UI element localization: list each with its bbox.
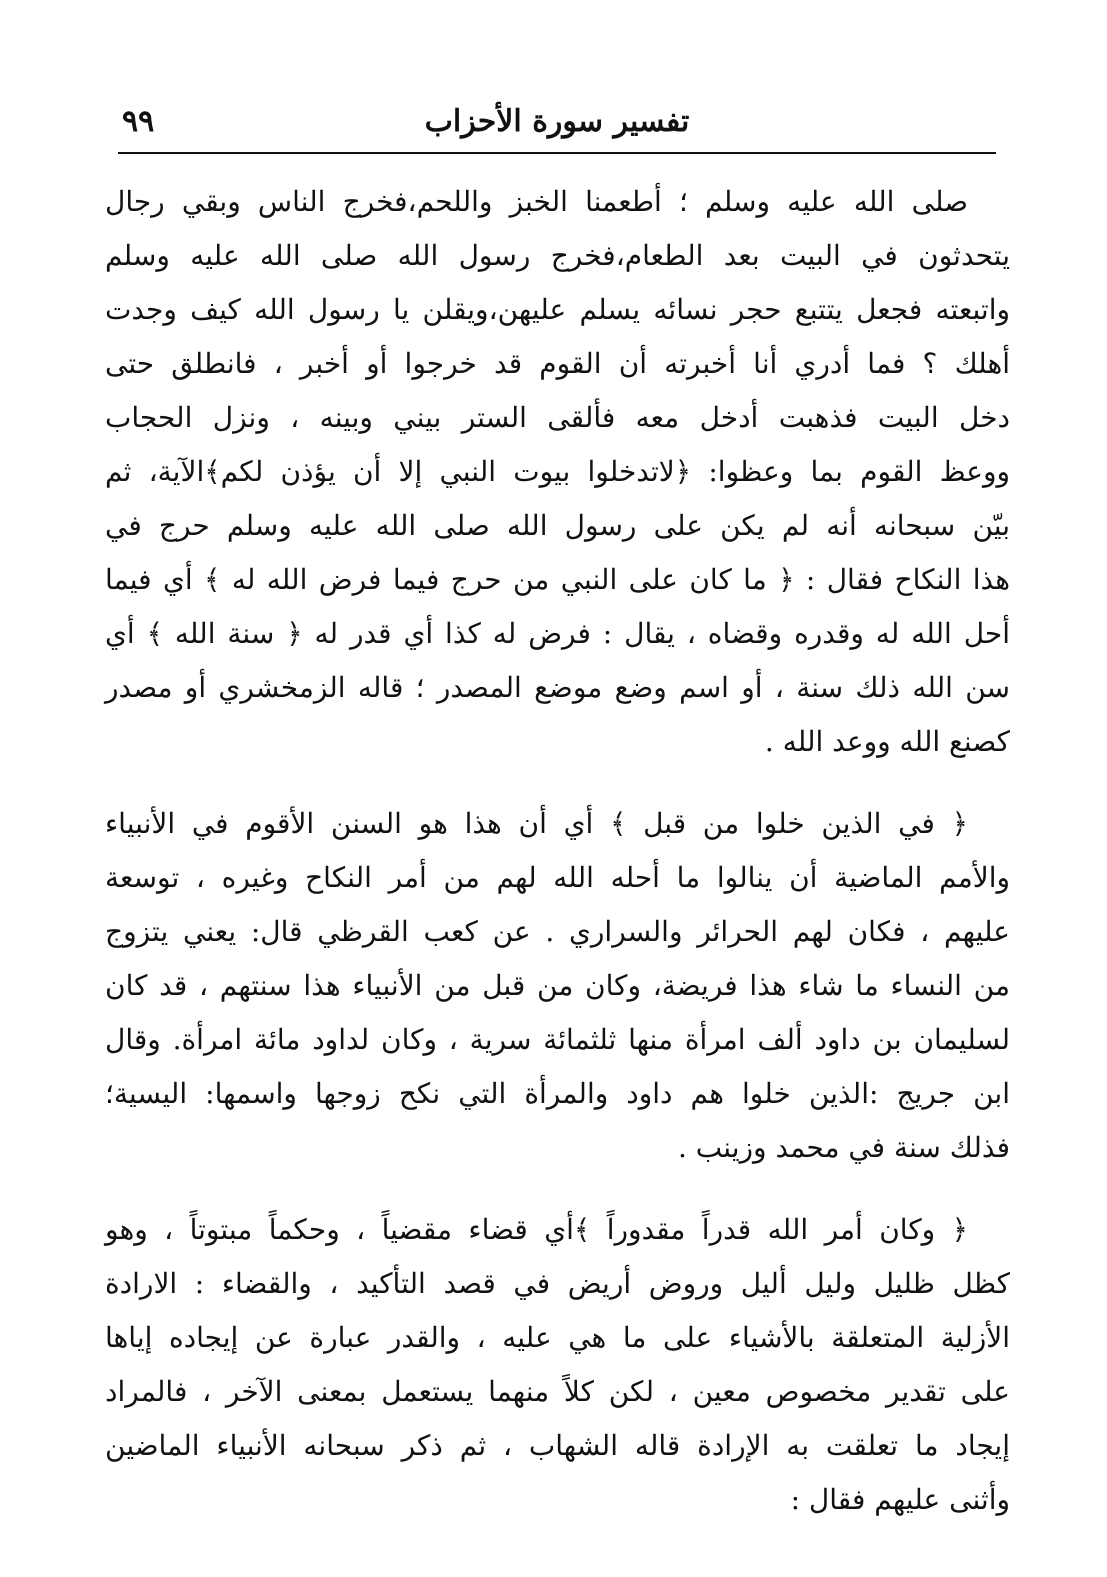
running-title: تفسير سورة الأحزاب bbox=[424, 104, 690, 139]
text-line: على تقدير مخصوص معين ، لكن كلاً منهما يستعمل بمعنى الآخر ، فالمراد bbox=[105, 1375, 1010, 1408]
text-line: ﴿ وكان أمر الله قدراً مقدوراً ﴾أي قضاء مقضياً ، وحكماً مبتوتاً ، وهو bbox=[105, 1213, 968, 1246]
text-line: واتبعته فجعل يتتبع حجر نسائه يسلم عليهن،ويقلن يا رسول الله كيف وجدت bbox=[105, 293, 1010, 326]
text-line: من النساء ما شاء هذا فريضة، وكان من قبل من الأنبياء هذا سنتهم ، قد كان bbox=[105, 969, 1010, 1002]
text-line: بيّن سبحانه أنه لم يكن على رسول الله صلى الله عليه وسلم حرج في bbox=[105, 509, 1010, 542]
text-line: يتحدثون في البيت بعد الطعام،فخرج رسول الله صلى الله عليه وسلم bbox=[105, 239, 1010, 272]
text-line: فذلك سنة في محمد وزينب . bbox=[678, 1131, 1010, 1164]
text-line: ابن جريج :الذين خلوا هم داود والمرأة التي نكح زوجها واسمها: اليسية؛ bbox=[105, 1077, 1010, 1110]
text-line: سن الله ذلك سنة ، أو اسم وضع موضع المصدر ؛ قاله الزمخشري أو مصدر bbox=[105, 671, 1010, 704]
text-line: وأثنى عليهم فقال : bbox=[790, 1483, 1010, 1516]
text-line: ووعظ القوم بما وعظوا: ﴿لاتدخلوا بيوت النبي إلا أن يؤذن لكم﴾الآية، ثم bbox=[105, 455, 1010, 488]
text-line: إيجاد ما تعلقت به الإرادة قاله الشهاب ، ثم ذكر سبحانه الأنبياء الماضين bbox=[105, 1429, 1010, 1462]
body-text bbox=[105, 175, 1010, 1527]
paragraph-1 bbox=[105, 175, 1010, 769]
text-line: كصنع الله ووعد الله . bbox=[764, 725, 1010, 758]
text-line: كظل ظليل وليل أليل وروض أريض في قصد التأكيد ، والقضاء : الارادة bbox=[105, 1267, 1010, 1300]
page-number: ٩٩ bbox=[122, 104, 155, 139]
text-line: والأمم الماضية أن ينالوا ما أحله الله لهم من أمر النكاح وغيره ، توسعة bbox=[105, 861, 1010, 894]
text-line: الأزلية المتعلقة بالأشياء على ما هي عليه ، والقدر عبارة عن إيجاده إياها bbox=[105, 1321, 1010, 1354]
text-line: أحل الله له وقدره وقضاه ، يقال : فرض له كذا أي قدر له ﴿ سنة الله ﴾ أي bbox=[105, 617, 1010, 650]
text-line: صلى الله عليه وسلم ؛ أطعمنا الخبز واللحم،فخرج الناس وبقي رجال bbox=[105, 185, 968, 218]
text-line: لسليمان بن داود ألف امرأة منها ثلثمائة سرية ، وكان لداود مائة امرأة. وقال bbox=[105, 1023, 1010, 1056]
paragraph-2 bbox=[105, 797, 1010, 1175]
page-header bbox=[118, 96, 996, 154]
paragraph-3 bbox=[105, 1203, 1010, 1527]
header-divider bbox=[118, 152, 996, 154]
text-line: أهلك ؟ فما أدري أنا أخبرته أن القوم قد خرجوا أو أخبر ، فانطلق حتى bbox=[105, 347, 1010, 380]
text-line: ﴿ في الذين خلوا من قبل ﴾ أي أن هذا هو السنن الأقوم في الأنبياء bbox=[105, 807, 968, 840]
text-line: دخل البيت فذهبت أدخل معه فألقى الستر بيني وبينه ، ونزل الحجاب bbox=[105, 401, 1010, 434]
text-line: عليهم ، فكان لهم الحرائر والسراري . عن كعب القرظي قال: يعني يتزوج bbox=[105, 915, 1010, 948]
text-line: هذا النكاح فقال : ﴿ ما كان على النبي من حرج فيما فرض الله له ﴾ أي فيما bbox=[105, 563, 1010, 596]
